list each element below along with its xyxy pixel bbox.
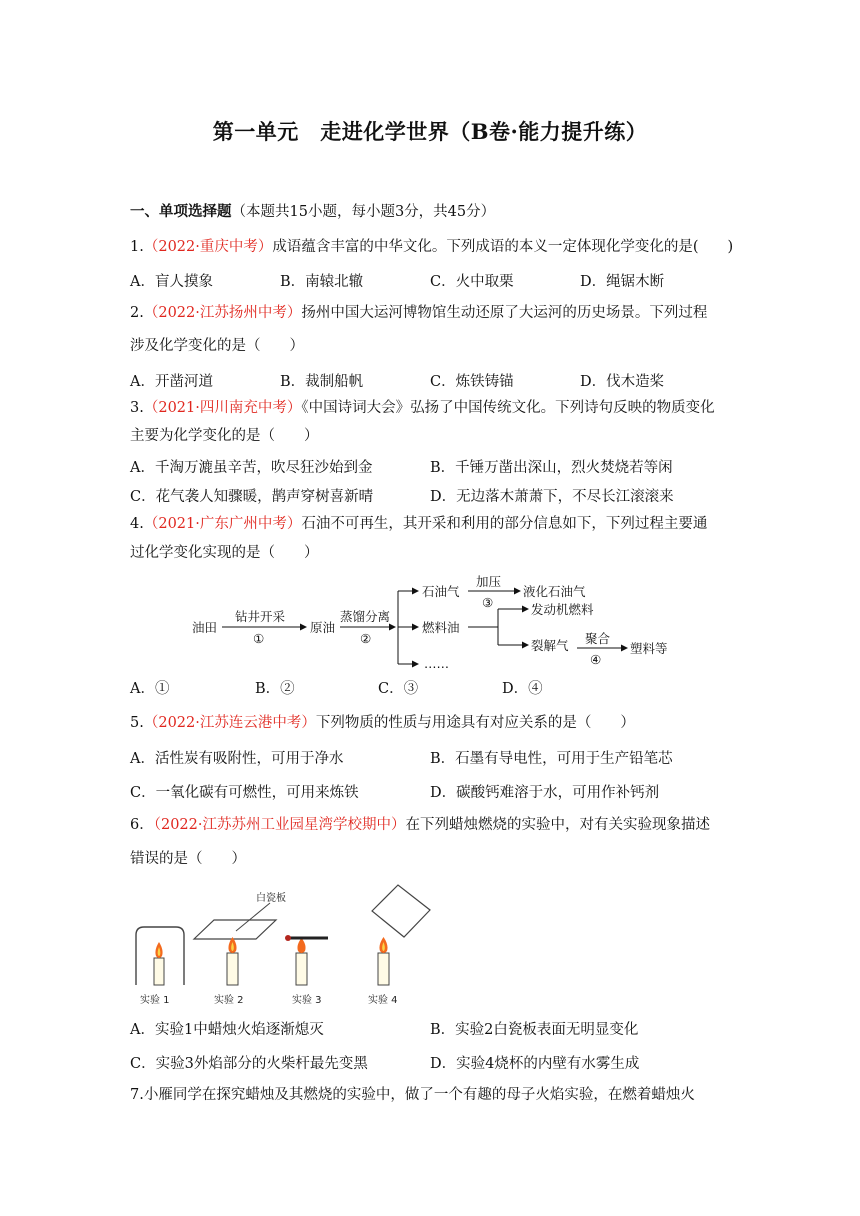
question-number: 4. (130, 516, 144, 532)
candle-experiments-figure (128, 875, 448, 1010)
q1-option-a: A．盲人摸象 (130, 274, 213, 290)
q5-option-b: B．石墨有导电性，可用于生产铅笔芯 (430, 751, 673, 767)
question-number: 7. (130, 1087, 144, 1103)
oil-field-label: 油田 (192, 620, 218, 635)
q2-option-b: B．裁制船帆 (280, 374, 364, 390)
question-number: 5. (130, 715, 144, 731)
question-text: 《中国诗词大会》弘扬了中国传统文化。下列诗句反映的物质变化 (301, 400, 715, 416)
step-1-number: ① (253, 631, 265, 646)
q1-option-b: B．南辕北辙 (280, 274, 364, 290)
step-4-label: 聚合 (585, 631, 611, 646)
experiment-2 (194, 891, 286, 985)
other-products-label: …… (424, 656, 449, 671)
q4-option-d: D．④ (502, 681, 543, 697)
cracked-gas-label: 裂解气 (531, 638, 569, 653)
q2-option-a: A．开凿河道 (130, 374, 213, 390)
q2-option-d: D．伐木造桨 (580, 374, 665, 390)
porcelain-plate-label: 白瓷板 (256, 893, 286, 904)
experiment-2-label: 实验 2 (214, 995, 244, 1006)
question-text: 下列物质的性质与用途具有对应关系的是（ ） (315, 715, 635, 731)
plastics-label: 塑料等 (630, 641, 668, 656)
step-4-number: ④ (590, 652, 602, 667)
question-number: 1. (130, 239, 144, 255)
q1-option-c: C．火中取栗 (430, 274, 514, 290)
question-text: 扬州中国大运河博物馆生动还原了大运河的历史场景。下列过程 (301, 305, 708, 321)
question-2-stem-line2: 涉及化学变化的是（ ） (130, 338, 304, 354)
experiment-3 (285, 935, 328, 985)
question-source: （2021·广东广州中考） (143, 516, 302, 532)
q3-option-a: A．千淘万漉虽辛苦，吹尽狂沙始到金 (130, 460, 373, 476)
q1-option-d: D．绳锯木断 (580, 274, 665, 290)
q6-option-c: C．实验3外焰部分的火柴杆最先变黑 (130, 1056, 368, 1072)
question-text: 小雁同学在探究蜡烛及其燃烧的实验中，做了一个有趣的母子火焰实验，在燃着蜡烛火 (143, 1087, 695, 1103)
question-3-stem-line2: 主要为化学变化的是（ ） (130, 428, 319, 444)
experiment-3-label: 实验 3 (292, 995, 322, 1006)
step-3-label: 加压 (476, 575, 502, 589)
question-6-stem (130, 815, 710, 835)
question-source: （2021·四川南充中考） (143, 400, 302, 416)
step-3-number: ③ (482, 595, 494, 610)
petroleum-gas-label: 石油气 (422, 584, 460, 599)
page-title: 第一单元 走进化学世界（B卷·能力提升练） (212, 119, 648, 144)
question-text: 在下列蜡烛燃烧的实验中，对有关实验现象描述 (405, 817, 710, 833)
question-7-stem (130, 1085, 695, 1105)
section-label: 一、单项选择题 (130, 203, 232, 220)
q2-option-c: C．炼铁铸锚 (430, 374, 514, 390)
question-source: （2022·重庆中考） (143, 239, 273, 255)
question-6-stem-line2: 错误的是（ ） (130, 851, 246, 867)
question-5-stem (130, 713, 635, 733)
question-text: 成语蕴含丰富的中华文化。下列成语的本义一定体现化学变化的是( ) (272, 239, 734, 255)
question-number: 2. (130, 305, 144, 321)
step-1-label: 钻井开采 (235, 609, 286, 624)
experiment-4 (372, 885, 430, 985)
experiment-4-label: 实验 4 (368, 995, 398, 1006)
petroleum-flow-diagram (180, 575, 700, 675)
q5-option-c: C．一氧化碳有可燃性，可用来炼铁 (130, 785, 359, 801)
engine-fuel-label: 发动机燃料 (531, 602, 594, 617)
q3-option-b: B．千锤万凿出深山，烈火焚烧若等闲 (430, 460, 673, 476)
question-4-stem (130, 514, 707, 534)
crude-oil-label: 原油 (310, 620, 336, 635)
question-text: 石油不可再生，其开采和利用的部分信息如下，下列过程主要通 (301, 516, 708, 532)
question-1-stem (130, 237, 733, 257)
question-source: （2022·江苏连云港中考） (143, 715, 316, 731)
liquefied-gas-label: 液化石油气 (523, 584, 586, 599)
q6-option-d: D．实验4烧杯的内壁有水雾生成 (430, 1056, 640, 1072)
fuel-oil-label: 燃料油 (422, 620, 460, 635)
step-2-label: 蒸馏分离 (340, 609, 391, 624)
question-number: 3. (130, 400, 144, 416)
q4-option-a: A．① (130, 681, 170, 697)
q5-option-d: D．碳酸钙难溶于水，可用作补钙剂 (430, 785, 660, 801)
q5-option-a: A．活性炭有吸附性，可用于净水 (130, 751, 344, 767)
q3-option-c: C．花气袭人知骤暖，鹊声穿树喜新晴 (130, 489, 374, 505)
question-number: 6． (130, 817, 154, 833)
question-4-stem-line2: 过化学变化实现的是（ ） (130, 545, 319, 561)
section-heading (130, 202, 495, 222)
experiment-1-label: 实验 1 (140, 995, 170, 1006)
question-2-stem (130, 303, 707, 323)
step-2-number: ② (360, 631, 372, 646)
q4-option-c: C．③ (378, 681, 419, 697)
question-3-stem (130, 398, 715, 418)
question-source: （2022·江苏扬州中考） (143, 305, 302, 321)
question-source: （2022·江苏苏州工业园星湾学校期中） (153, 817, 406, 833)
q4-option-b: B．② (255, 681, 295, 697)
q6-option-b: B．实验2白瓷板表面无明显变化 (430, 1022, 639, 1038)
q3-option-d: D．无边落木萧萧下，不尽长江滚滚来 (430, 489, 674, 505)
experiment-1 (136, 927, 184, 985)
section-note: （本题共15小题，每小题3分，共45分） (231, 204, 496, 220)
q6-option-a: A．实验1中蜡烛火焰逐渐熄灭 (130, 1022, 324, 1038)
